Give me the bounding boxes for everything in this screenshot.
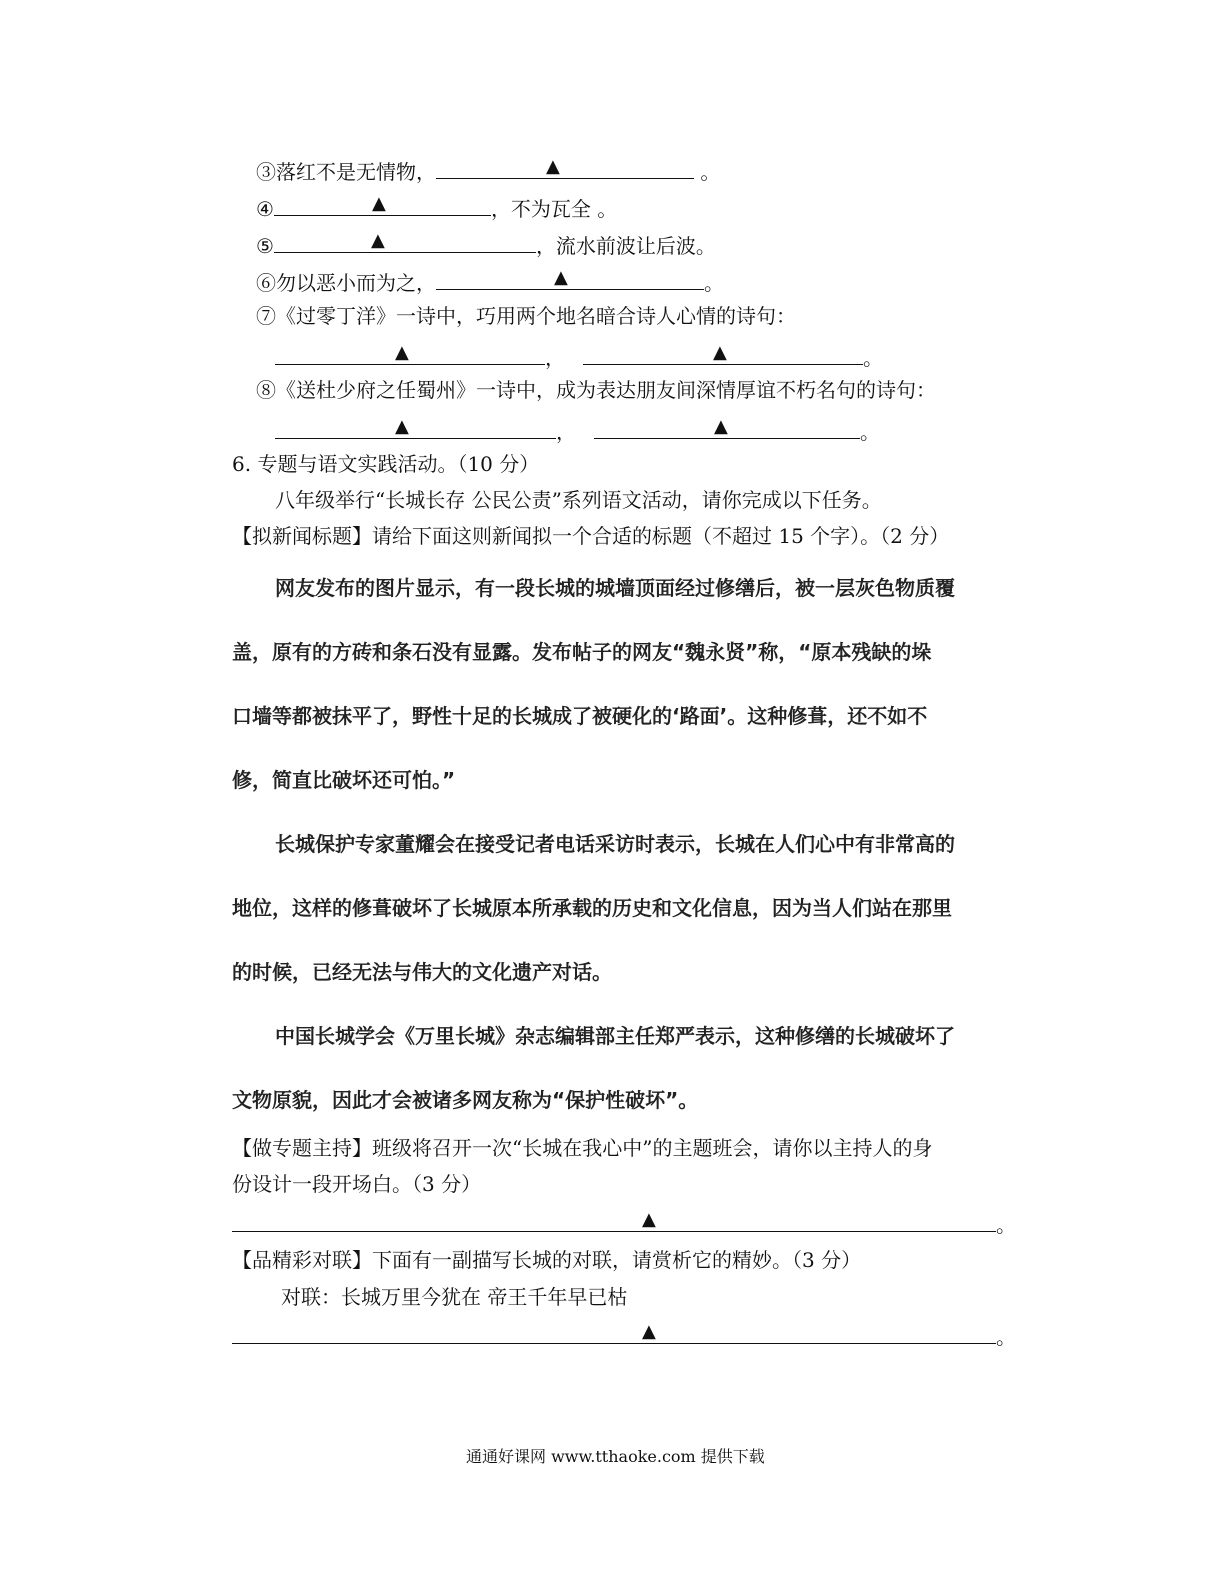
task-news-title: 【拟新闻标题】请给下面这则新闻拟一个合适的标题（不超过 15 个字）。（2 分） xyxy=(232,524,950,548)
triangle-marker-icon: ▲ xyxy=(642,1209,656,1230)
fill-item-5: ⑤ ▲ ，流水前波让后波。 xyxy=(256,230,716,258)
answer-blank[interactable] xyxy=(275,416,556,439)
couplet-answer-line: ▲ 。 xyxy=(232,1321,1016,1349)
fill-item-8-answers: ▲ ， ▲ 。 xyxy=(275,416,880,444)
news-line: 修，简直比破坏还可怕。” xyxy=(232,768,456,792)
triangle-marker-icon: ▲ xyxy=(370,230,385,251)
news-line: 地位，这样的修葺破坏了长城原本所承载的历史和文化信息，因为当人们站在那里 xyxy=(232,896,952,920)
task-host-prompt-cont: 份设计一段开场白。（3 分） xyxy=(232,1172,482,1196)
fill-item-7-answers: ▲ ， ▲ 。 xyxy=(275,342,883,370)
news-line: 盖，原有的方砖和条石没有显露。发布帖子的网友“魏永贤”称，“原本残缺的垛 xyxy=(232,640,932,664)
news-line: 中国长城学会《万里长城》杂志编辑部主任郑严表示，这种修缮的长城破坏了 xyxy=(275,1024,955,1048)
triangle-marker-icon: ▲ xyxy=(713,342,727,363)
answer-blank[interactable] xyxy=(274,193,491,216)
news-line: 网友发布的图片显示，有一段长城的城墙顶面经过修缮后，被一层灰色物质覆 xyxy=(275,576,955,600)
triangle-marker-icon: ▲ xyxy=(546,156,560,177)
page-footer: 通通好课网 www.tthaoke.com 提供下载 xyxy=(466,1447,765,1466)
host-answer-line: ▲ 。 xyxy=(232,1209,1016,1237)
news-line: 文物原貌，因此才会被诸多网友称为“保护性破坏”。 xyxy=(232,1088,699,1112)
news-line: 长城保护专家董耀会在接受记者电话采访时表示，长城在人们心中有非常高的 xyxy=(275,832,955,856)
news-line: 的时候，已经无法与伟大的文化遗产对话。 xyxy=(232,960,612,984)
answer-blank[interactable] xyxy=(594,416,860,439)
fill-item-6: ⑥勿以恶小而为之， ▲ 。 xyxy=(256,267,724,295)
fill-item-7-prompt: ⑦《过零丁洋》一诗中，巧用两个地名暗合诗人心情的诗句： xyxy=(256,304,796,328)
answer-blank[interactable] xyxy=(436,267,704,290)
news-line: 口墙等都被抹平了，野性十足的长城成了被硬化的‘路面’。这种修葺，还不如不 xyxy=(232,704,928,728)
answer-blank[interactable] xyxy=(275,342,545,365)
task-host-prompt: 【做专题主持】班级将召开一次“长城在我心中”的主题班会，请你以主持人的身 xyxy=(232,1136,933,1160)
triangle-marker-icon: ▲ xyxy=(554,267,568,288)
section-title: 6. 专题与语文实践活动。（10 分） xyxy=(232,452,540,476)
fill-item-4: ④ ▲ ，不为瓦全 。 xyxy=(256,193,618,221)
triangle-marker-icon: ▲ xyxy=(371,193,386,214)
section-intro: 八年级举行“长城长存 公民公责”系列语文活动，请你完成以下任务。 xyxy=(275,488,882,512)
answer-blank[interactable] xyxy=(583,342,863,365)
answer-blank[interactable] xyxy=(274,230,536,253)
answer-blank[interactable] xyxy=(232,1209,996,1232)
couplet: 对联：长城万里今犹在 帝王千年早已枯 xyxy=(281,1285,628,1309)
fill-item-8-prompt: ⑧《送杜少府之任蜀州》一诗中，成为表达朋友间深情厚谊不朽名句的诗句： xyxy=(256,378,936,402)
triangle-marker-icon: ▲ xyxy=(395,416,409,437)
answer-blank[interactable] xyxy=(232,1321,996,1344)
fill-item-3: ③落红不是无情物， ▲ 。 xyxy=(256,156,721,184)
answer-blank[interactable] xyxy=(436,156,694,179)
triangle-marker-icon: ▲ xyxy=(642,1321,656,1342)
task-couplet-prompt: 【品精彩对联】下面有一副描写长城的对联，请赏析它的精妙。（3 分） xyxy=(232,1248,862,1272)
triangle-marker-icon: ▲ xyxy=(714,416,728,437)
triangle-marker-icon: ▲ xyxy=(395,342,409,363)
